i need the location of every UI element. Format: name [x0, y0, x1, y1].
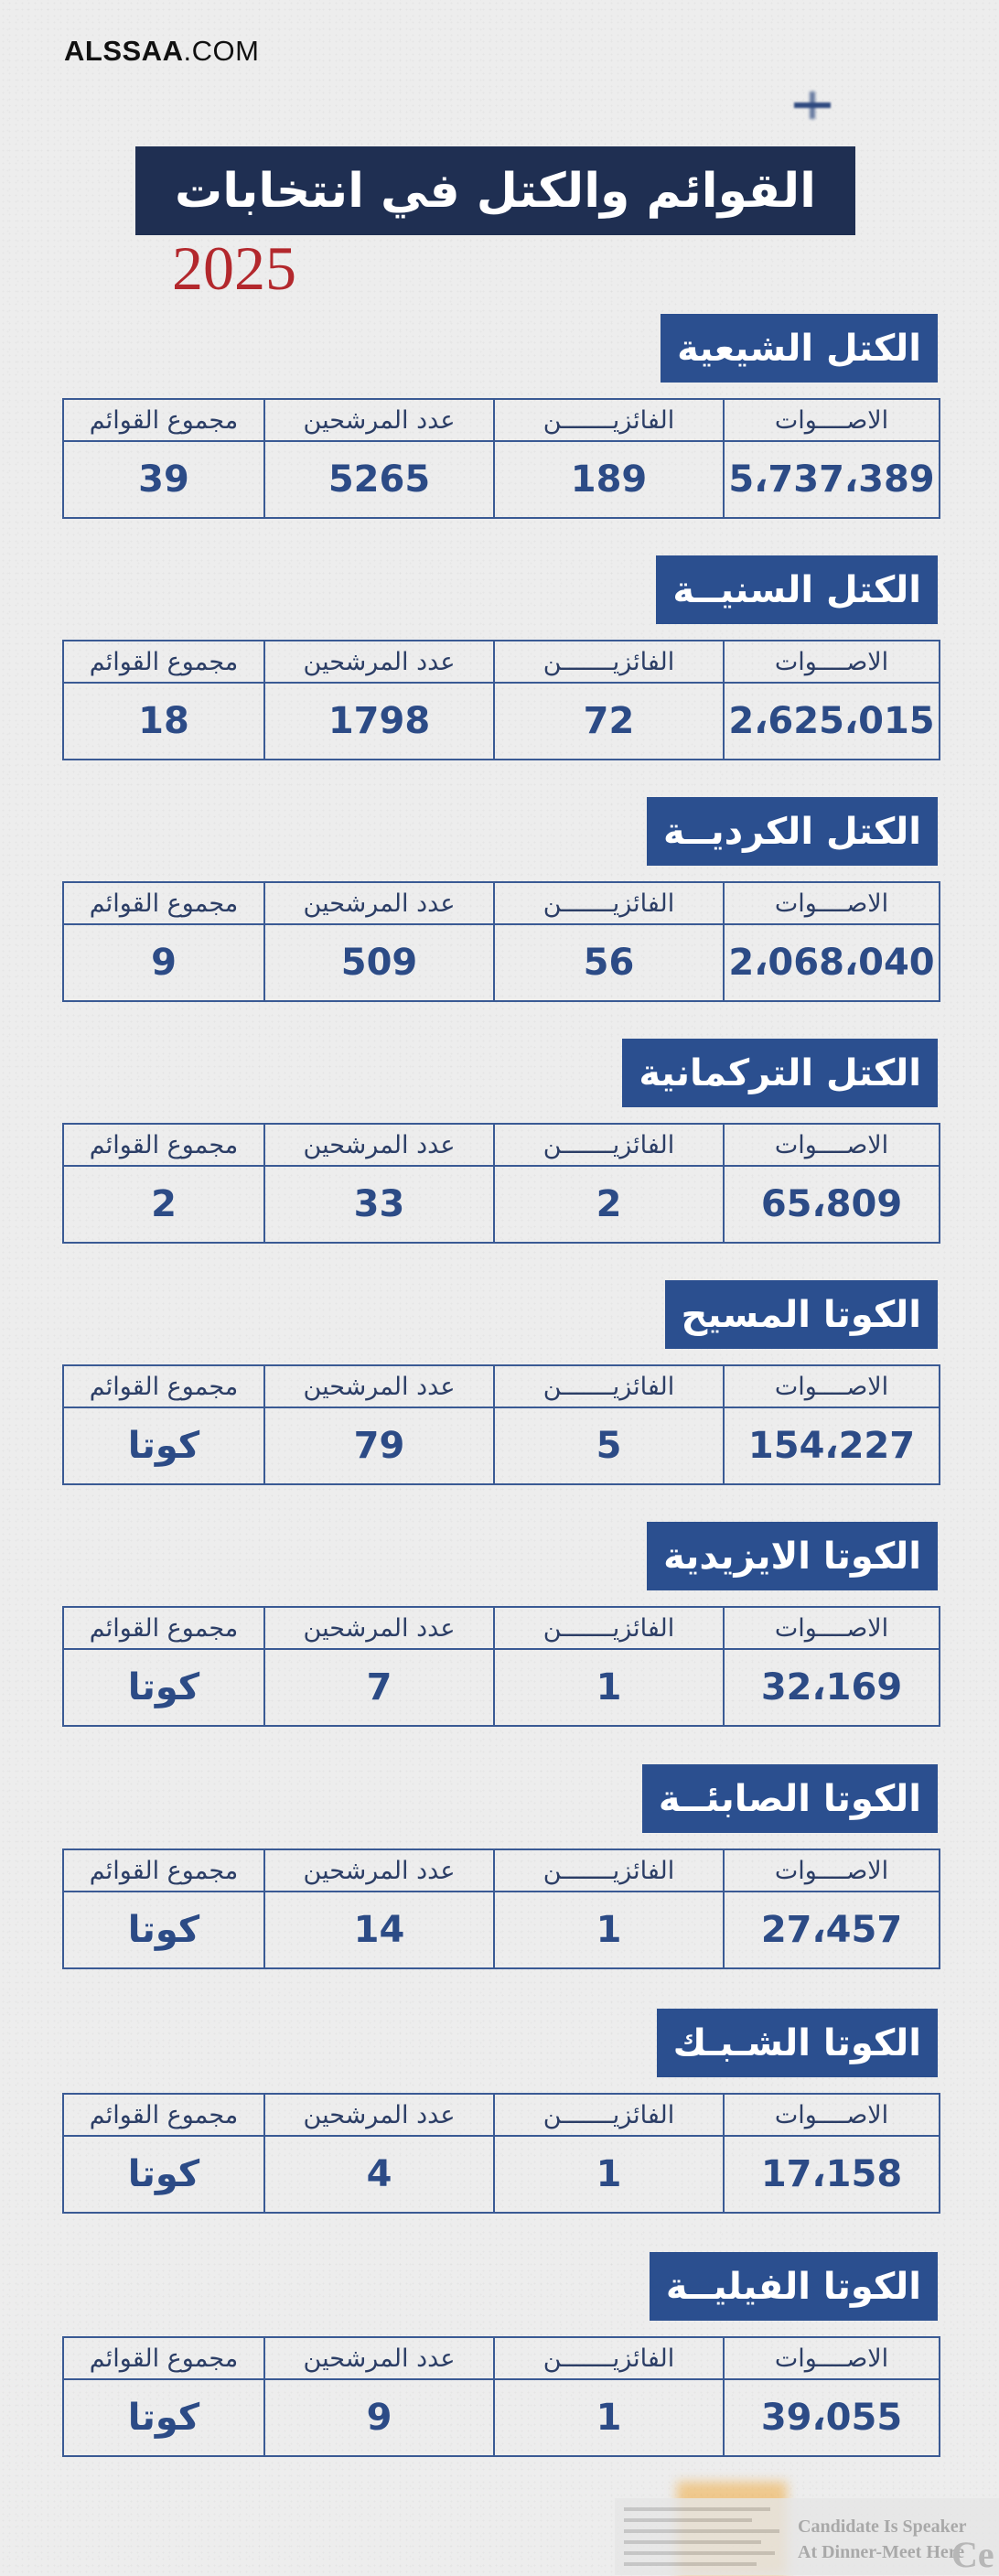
- winners-value: 1: [494, 2136, 724, 2213]
- section-title: الكوتا الفيليــة: [650, 2252, 938, 2321]
- candidates-value: 33: [264, 1166, 494, 1243]
- header-candidates: عدد المرشحين: [264, 882, 494, 924]
- votes-value: 2،068،040: [724, 924, 940, 1001]
- header-lists: مجموع القوائم: [63, 1365, 264, 1407]
- section-title: الكتل الكرديــة: [647, 797, 938, 866]
- table-header-row: [63, 1849, 940, 1892]
- page-title: القوائم والكتل في انتخابات: [135, 146, 855, 235]
- table-header-row: [63, 1365, 940, 1407]
- header-votes: الاصــــوات: [724, 2094, 940, 2136]
- stats-table: [62, 2093, 940, 2214]
- header-candidates: عدد المرشحين: [264, 2337, 494, 2379]
- candidates-value: 4: [264, 2136, 494, 2213]
- winners-value: 1: [494, 1892, 724, 1968]
- header-votes: الاصــــوات: [724, 1849, 940, 1892]
- logo-bold-text: ALSSAA: [64, 35, 184, 67]
- stats-table: [62, 640, 940, 760]
- lists-value: كوتا: [63, 2136, 264, 2213]
- winners-value: 72: [494, 683, 724, 760]
- header-votes: الاصــــوات: [724, 882, 940, 924]
- votes-value: 17،158: [724, 2136, 940, 2213]
- header-winners: الفائزيـــــــن: [494, 882, 724, 924]
- header-candidates: عدد المرشحين: [264, 1124, 494, 1166]
- table-header-row: [63, 1124, 940, 1166]
- table-row: [63, 683, 940, 760]
- candidates-value: 79: [264, 1407, 494, 1484]
- header-candidates: عدد المرشحين: [264, 1849, 494, 1892]
- winners-value: 1: [494, 1649, 724, 1726]
- header-winners: الفائزيـــــــن: [494, 2337, 724, 2379]
- votes-value: 5،737،389: [724, 441, 940, 518]
- table-row: [63, 2136, 940, 2213]
- winners-value: 189: [494, 441, 724, 518]
- winners-value: 1: [494, 2379, 724, 2456]
- plus-icon: [794, 92, 831, 119]
- lists-value: 18: [63, 683, 264, 760]
- newspaper-fragment: Ce: [951, 2534, 994, 2575]
- table-row: [63, 441, 940, 518]
- header-lists: مجموع القوائم: [63, 882, 264, 924]
- logo-domain-text: .COM: [183, 35, 260, 67]
- votes-value: 154،227: [724, 1407, 940, 1484]
- lists-value: كوتا: [63, 1892, 264, 1968]
- votes-value: 2،625،015: [724, 683, 940, 760]
- table-row: [63, 2379, 940, 2456]
- stats-table: [62, 1123, 940, 1244]
- stats-table: [62, 398, 940, 519]
- section-title: الكوتا الايزيدية: [647, 1522, 938, 1590]
- candidates-value: 14: [264, 1892, 494, 1968]
- lists-value: 39: [63, 441, 264, 518]
- winners-value: 2: [494, 1166, 724, 1243]
- table-row: [63, 1649, 940, 1726]
- header-candidates: عدد المرشحين: [264, 399, 494, 441]
- header-winners: الفائزيـــــــن: [494, 1365, 724, 1407]
- table-header-row: [63, 2337, 940, 2379]
- site-logo: [64, 35, 259, 68]
- header-winners: الفائزيـــــــن: [494, 1849, 724, 1892]
- header-candidates: عدد المرشحين: [264, 1607, 494, 1649]
- table-header-row: [63, 882, 940, 924]
- lists-value: كوتا: [63, 1407, 264, 1484]
- table-row: [63, 1407, 940, 1484]
- header-candidates: عدد المرشحين: [264, 2094, 494, 2136]
- header-votes: الاصــــوات: [724, 1124, 940, 1166]
- table-row: [63, 924, 940, 1001]
- stats-table: [62, 1848, 940, 1969]
- newspaper-clip: [615, 2498, 999, 2575]
- lists-value: 2: [63, 1166, 264, 1243]
- table-header-row: [63, 1607, 940, 1649]
- header-winners: الفائزيـــــــن: [494, 2094, 724, 2136]
- header-lists: مجموع القوائم: [63, 2094, 264, 2136]
- newspaper-headline-1: Candidate Is Speaker: [798, 2517, 967, 2537]
- candidates-value: 1798: [264, 683, 494, 760]
- header-votes: الاصــــوات: [724, 1365, 940, 1407]
- section-title: الكتل التركمانية: [622, 1039, 938, 1107]
- table-header-row: [63, 2094, 940, 2136]
- candidates-value: 9: [264, 2379, 494, 2456]
- header-lists: مجموع القوائم: [63, 1124, 264, 1166]
- votes-value: 39،055: [724, 2379, 940, 2456]
- header-lists: مجموع القوائم: [63, 1849, 264, 1892]
- stats-table: [62, 1364, 940, 1485]
- newspaper-headline-2: At Dinner-Meet Here: [798, 2542, 965, 2562]
- winners-value: 5: [494, 1407, 724, 1484]
- section-title: الكتل الشيعية: [661, 314, 938, 383]
- header-winners: الفائزيـــــــن: [494, 1124, 724, 1166]
- stats-table: [62, 881, 940, 1002]
- stats-table: [62, 1606, 940, 1727]
- header-winners: الفائزيـــــــن: [494, 1607, 724, 1649]
- header-lists: مجموع القوائم: [63, 2337, 264, 2379]
- table-header-row: [63, 641, 940, 683]
- stats-table: [62, 2336, 940, 2457]
- candidates-value: 5265: [264, 441, 494, 518]
- table-row: [63, 1892, 940, 1968]
- votes-value: 32،169: [724, 1649, 940, 1726]
- section-title: الكوتا الصابئــة: [642, 1764, 938, 1833]
- winners-value: 56: [494, 924, 724, 1001]
- header-votes: الاصــــوات: [724, 399, 940, 441]
- header-votes: الاصــــوات: [724, 1607, 940, 1649]
- table-header-row: [63, 399, 940, 441]
- lists-value: 9: [63, 924, 264, 1001]
- lists-value: كوتا: [63, 2379, 264, 2456]
- section-title: الكوتا المسيح: [665, 1280, 938, 1349]
- header-candidates: عدد المرشحين: [264, 641, 494, 683]
- header-lists: مجموع القوائم: [63, 641, 264, 683]
- header-lists: مجموع القوائم: [63, 399, 264, 441]
- header-candidates: عدد المرشحين: [264, 1365, 494, 1407]
- section-title: الكتل السنيــة: [656, 555, 938, 624]
- header-winners: الفائزيـــــــن: [494, 641, 724, 683]
- header-lists: مجموع القوائم: [63, 1607, 264, 1649]
- header-votes: الاصــــوات: [724, 641, 940, 683]
- candidates-value: 7: [264, 1649, 494, 1726]
- votes-value: 27،457: [724, 1892, 940, 1968]
- lists-value: كوتا: [63, 1649, 264, 1726]
- header-votes: الاصــــوات: [724, 2337, 940, 2379]
- candidates-value: 509: [264, 924, 494, 1001]
- election-year: 2025: [172, 233, 296, 303]
- votes-value: 65،809: [724, 1166, 940, 1243]
- section-title: الكوتا الشـبـك: [657, 2009, 938, 2077]
- header-winners: الفائزيـــــــن: [494, 399, 724, 441]
- table-row: [63, 1166, 940, 1243]
